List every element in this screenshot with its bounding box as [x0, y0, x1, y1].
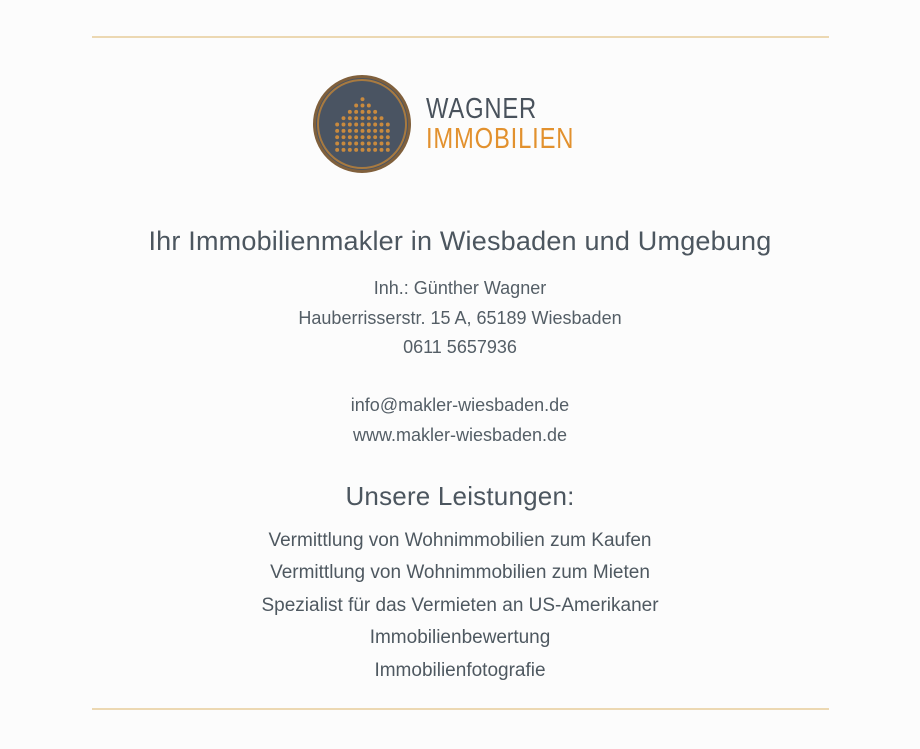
brand-name-top: WAGNER: [426, 93, 538, 125]
services-list: [0, 525, 920, 688]
service-item: Vermittlung von Wohnimmobilien zum Kaufen: [268, 529, 652, 551]
brand-name-bottom: IMMOBILIEN: [426, 123, 575, 155]
service-item: Vermittlung von Wohnimmobilien zum Mieten: [270, 562, 650, 584]
page-title: Ihr Immobilienmakler in Wiesbaden und Umgebung: [148, 226, 772, 256]
logo-wordmark: [426, 94, 607, 154]
service-item: Immobilienfotografie: [374, 659, 546, 681]
contact-address: Hauberrisserstr. 15 A, 65189 Wiesbaden: [298, 307, 622, 328]
email-link[interactable]: info@makler-wiesbaden.de: [350, 394, 570, 415]
contact-block: [0, 274, 920, 363]
services-heading: Unsere Leistungen:: [345, 480, 575, 511]
service-item: Spezialist für das Vermieten an US-Amerikaner: [261, 594, 659, 616]
contact-owner: Inh.: Günther Wagner: [373, 278, 547, 298]
brand-logo: [0, 0, 920, 173]
online-contact-block: [0, 390, 920, 450]
top-divider: [92, 36, 829, 38]
bottom-divider: [92, 708, 829, 710]
service-item: Immobilienbewertung: [369, 627, 551, 649]
logo-inner-ring: [317, 79, 407, 169]
contact-phone: 0611 5657936: [403, 337, 517, 357]
logo-badge: [313, 75, 411, 173]
website-link[interactable]: www.makler-wiesbaden.de: [352, 424, 568, 445]
